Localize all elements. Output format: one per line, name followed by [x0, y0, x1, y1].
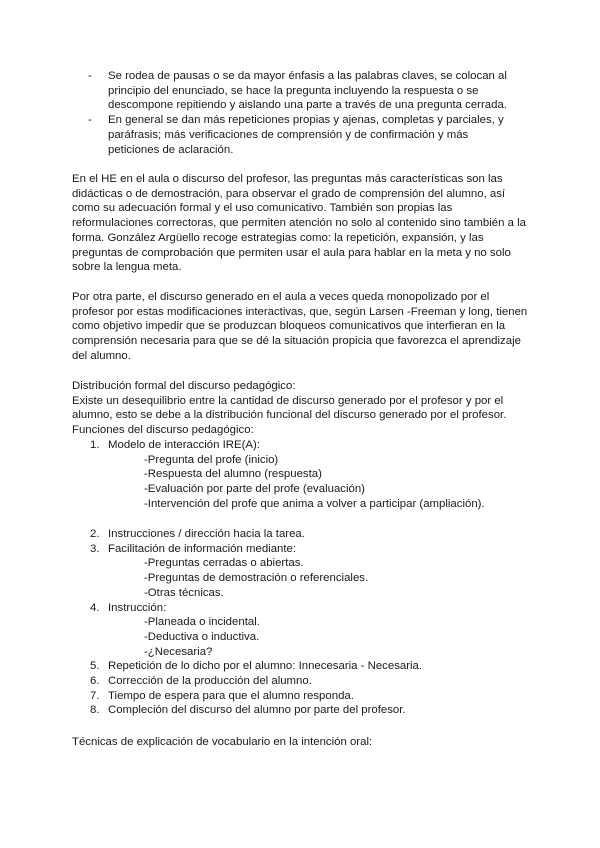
list-number: 3.	[90, 542, 100, 555]
list-subitem: -Preguntas de demostración o referenciales.	[144, 572, 369, 585]
list-number: 4.	[90, 601, 100, 614]
list-item	[88, 659, 528, 674]
section-line: alumno, esto se debe a la distribución funcional del discurso generado por el profesor.	[72, 409, 507, 422]
list-subitem: -Preguntas cerradas o abiertas.	[144, 557, 304, 570]
functions-heading: Funciones del discurso pedagógico:	[72, 424, 254, 437]
list-number: 2.	[90, 528, 100, 540]
list-subitem: -Intervención del profe que anima a volver a participar (ampliación).	[144, 497, 485, 510]
list-number: 1.	[90, 439, 100, 451]
vocabulary-techniques-heading: Técnicas de explicación de vocabulario en la intención oral:	[72, 736, 373, 748]
bullet-dash: -	[88, 70, 92, 82]
list-number: 7.	[90, 689, 100, 702]
list-text: Corrección de la producción del alumno.	[108, 675, 312, 688]
list-subitem: -¿Necesaria?	[144, 645, 213, 658]
list-text: Repetición de lo dicho por el alumno: Innecesaria - Necesaria.	[108, 660, 423, 673]
list-number: 5.	[90, 660, 100, 673]
list-number: 8.	[90, 704, 100, 717]
bullet-dash: -	[88, 114, 92, 127]
list-item	[88, 601, 528, 616]
list-item	[88, 703, 528, 718]
list-item	[88, 674, 528, 689]
bullet-item	[88, 113, 518, 157]
list-text: Compleción del discurso del alumno por parte del profesor.	[108, 704, 406, 717]
bullet-text: Se rodea de pausas o se da mayor énfasis a las palabras claves, se colocan al principio del enunciado, se hace la pregunta incluyendo la respuesta o se descompone repitiendo y aislando una parte a través de una pregunta cerrada.	[108, 70, 507, 112]
distribution-section	[72, 379, 542, 438]
bullet-text: En general se dan más repeticiones propias y ajenas, completas y parciales, y paráfrasis; más verificaciones de comprensión y de confirmación y más peticiones de aclaración.	[108, 114, 504, 156]
list-item	[88, 438, 528, 453]
section-heading: Distribución formal del discurso pedagógico:	[72, 380, 296, 392]
list-text: Instrucción:	[108, 601, 167, 614]
paragraph-he-discourse: En el HE en el aula o discurso del profesor, las preguntas más características son las didácticas o de demostración, para observar el grado de comprensión del alumno, así como su adecuación formal y el uso comunicativo. También son propias las reformulaciones correctoras, que permiten atención no solo al contenido sino también a la forma. González Argüello recoge estrategias como: la repetición, expansión, y las preguntas de comprobación que permiten usar el aula para hablar en la meta y no solo sobre la lengua meta.	[72, 173, 526, 274]
list-item	[88, 527, 528, 542]
bullet-item	[88, 69, 518, 113]
bullet-list	[88, 69, 518, 157]
list-text: Instrucciones / dirección hacia la tarea.	[108, 528, 305, 540]
list-text: Tiempo de espera para que el alumno responda.	[108, 689, 354, 702]
list-subitem: -Pregunta del profe (inicio)	[144, 453, 279, 466]
list-subitem: -Respuesta del alumno (respuesta)	[144, 468, 322, 481]
list-subitem: -Planeada o incidental.	[144, 616, 260, 629]
list-item	[88, 542, 528, 557]
list-subitem: -Otras técnicas.	[144, 586, 224, 599]
list-number: 6.	[90, 675, 100, 688]
list-text: Facilitación de información mediante:	[108, 542, 297, 555]
paragraph-monopolized-discourse: Por otra parte, el discurso generado en el aula a veces queda monopolizado por el profesor por estas modificaciones interactivas, que, según Larsen -Freeman y long, tienen como objetivo impedir que se produzcan bloqueos comunicativos que interfieran en la comprensión necesaria para que se dé la situación propicia que favorezca el aprendizaje del alumno.	[72, 291, 528, 362]
numbered-list	[88, 527, 528, 718]
list-text: Modelo de interacción IRE(A):	[108, 439, 260, 451]
list-subitem: -Deductiva o inductiva.	[144, 630, 260, 643]
list-subitem: -Evaluación por parte del profe (evaluación)	[144, 483, 365, 496]
numbered-list	[88, 438, 528, 512]
list-item	[88, 689, 528, 704]
section-line: Existe un desequilibrio entre la cantidad de discurso generado por el profesor y por el	[72, 394, 504, 407]
